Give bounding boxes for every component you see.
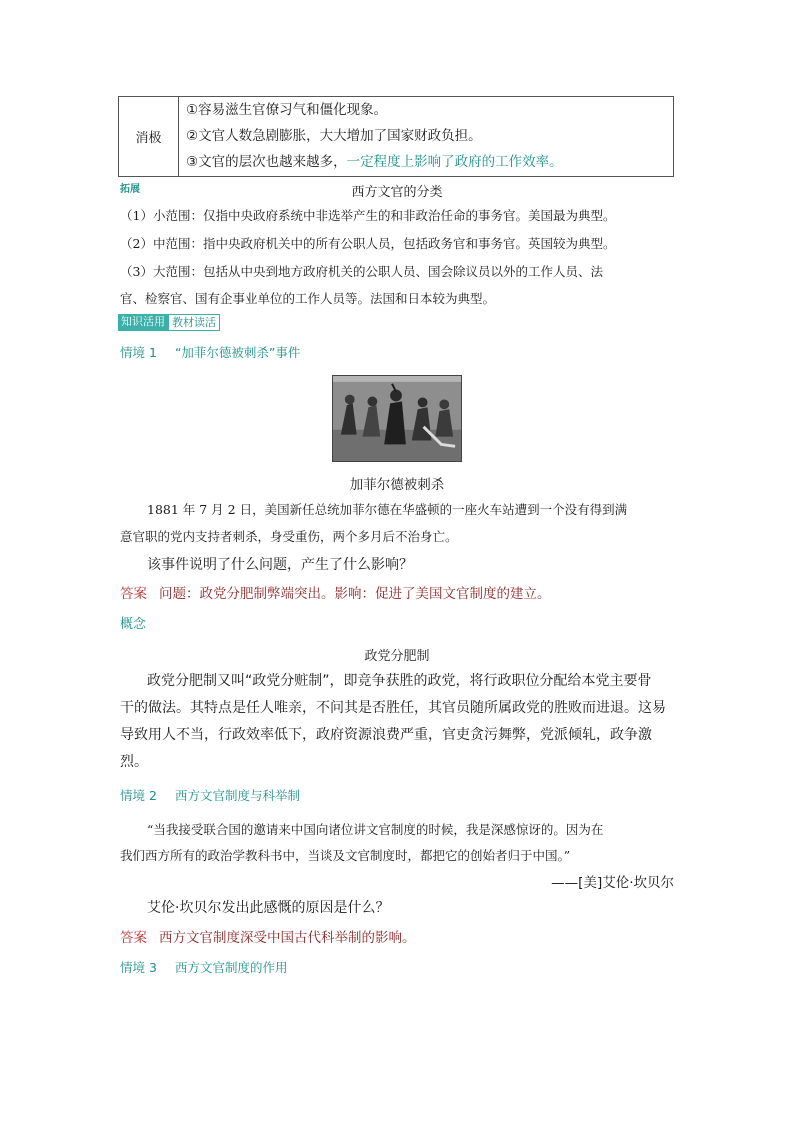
answer-text: 西方文官制度深受中国古代科举制的影响。 — [159, 930, 416, 946]
quote-line: 我们西方所有的政治学教科书中，当谈及文官制度时，都把它的创始者归于中国。” — [120, 848, 571, 863]
expand-line: （1）小范围：仅指中央政府系统中非选举产生的和非政治任命的事务官。美国最为典型。 — [120, 208, 616, 223]
situation1-text: 意官职的党内支持者刺杀，身受重伤，两个多月后不治身亡。 — [120, 529, 458, 544]
expand-title: 西方文官的分类 — [351, 185, 443, 200]
answer-label: 答案 — [120, 586, 147, 602]
concept-label: 概念 — [120, 617, 147, 632]
section-badges — [118, 314, 220, 331]
answer-text: 问题：政党分肥制弊端突出。影响：促进了美国文官制度的建立。 — [159, 586, 551, 602]
quote-source: ——[美]艾伦·坎贝尔 — [551, 875, 674, 891]
row-highlight: 一定程度上影响了政府的工作效率。 — [346, 154, 563, 170]
badge-knowledge-use: 知识活用 — [118, 314, 168, 331]
assassination-engraving-icon — [332, 375, 462, 462]
situation3-title: 西方文官制度的作用 — [174, 960, 288, 975]
situation3-heading — [120, 958, 287, 976]
situation2-answer — [120, 926, 416, 946]
negative-effects-table — [118, 96, 674, 177]
situation3-label: 情境 3 — [120, 960, 157, 975]
situation1-heading — [120, 343, 300, 361]
concept-title: 政党分肥制 — [364, 649, 430, 664]
expand-line: 官、检察官、国有企事业单位的工作人员等。法国和日本较为典型。 — [120, 291, 496, 306]
situation2-label: 情境 2 — [120, 788, 157, 803]
expand-line: （3）大范围：包括从中央到地方政府机关的公职人员、国会除议员以外的工作人员、法 — [120, 264, 603, 279]
situation1-question: 该事件说明了什么问题，产生了什么影响？ — [147, 557, 413, 573]
photo-caption: 加菲尔德被刺杀 — [349, 477, 445, 493]
concept-line: 导致用人不当，行政效率低下，政府资源浪费严重，官吏贪污舞弊，党派倾轧，政争激 — [120, 727, 652, 743]
table-header: 消极 — [119, 97, 179, 176]
expand-badge: 拓展 — [120, 184, 140, 195]
situation2-title: 西方文官制度与科举制 — [174, 788, 300, 803]
expand-line: （2）中范围：指中央政府机关中的所有公职人员，包括政务官和事务官。英国较为典型。 — [120, 236, 616, 251]
situation1-text: 1881 年 7 月 2 日，美国新任总统加菲尔德在华盛顿的一座火车站遭到一个没有得到满 — [147, 502, 628, 517]
badge-textbook-reading: 教材读活 — [168, 314, 220, 331]
answer-label: 答案 — [120, 930, 147, 946]
concept-line: 烈。 — [120, 754, 148, 770]
situation1-label: 情境 1 — [120, 345, 157, 360]
concept-line: 政党分肥制又叫“政党分赃制”，即竞争获胜的政党，将行政职位分配给本党主要骨 — [147, 673, 652, 689]
row-text: ③文官的层次也越来越多， — [186, 154, 347, 170]
concept-line: 干的做法。其特点是任人唯亲，不问其是否胜任，其官员随所属政党的胜败而进退。这易 — [120, 700, 666, 716]
table-row — [186, 149, 673, 175]
table-row: ①容易滋生官僚习气和僵化现象。 — [186, 102, 388, 118]
table-cells — [179, 97, 673, 176]
situation2-question: 艾伦·坎贝尔发出此感慨的原因是什么？ — [147, 900, 390, 916]
quote-line: “当我接受联合国的邀请来中国向诸位讲文官制度的时候，我是深感惊讶的。因为在 — [147, 822, 604, 837]
situation2-heading — [120, 786, 300, 804]
situation1-title: “加菲尔德被刺杀”事件 — [174, 345, 301, 360]
table-row: ②文官人数急剧膨胀，大大增加了国家财政负担。 — [186, 128, 482, 144]
situation1-answer — [120, 582, 551, 602]
